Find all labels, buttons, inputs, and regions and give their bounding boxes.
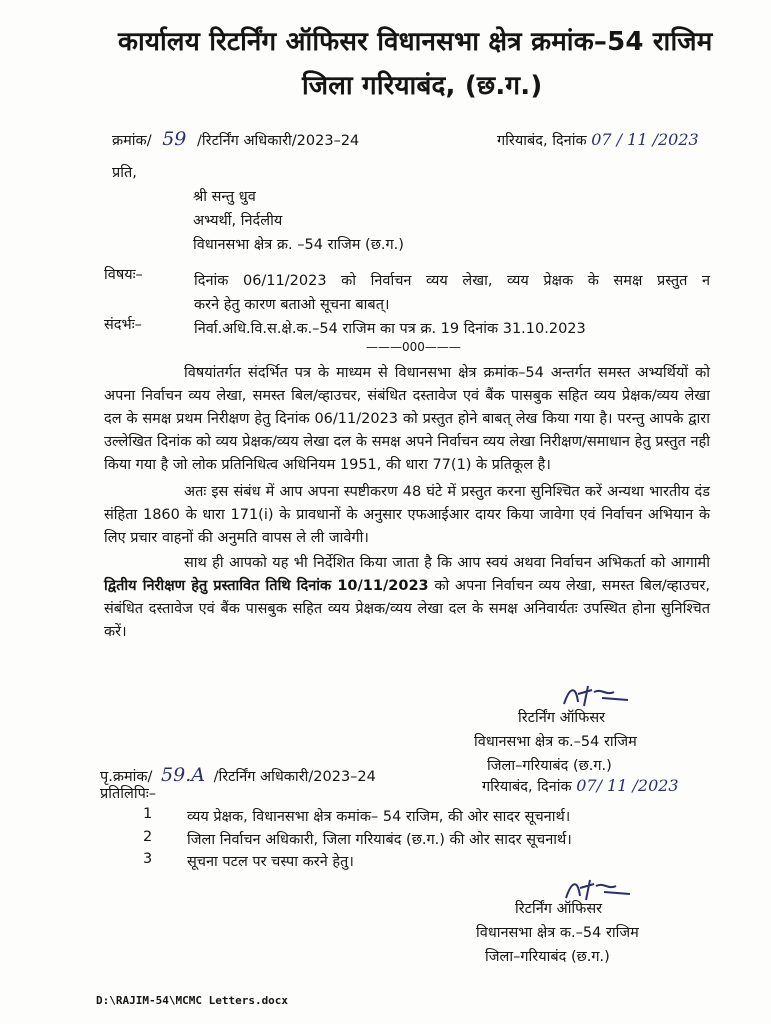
signature1-date-handwritten: 07/ 11 /2023	[576, 776, 679, 795]
date-label: गरियाबंद, दिनांक	[497, 133, 587, 149]
copy-item-text-1: व्यय प्रेक्षक, विधानसभा क्षेत्र कमांक– 54 राजिम, की ओर सादर सूचनार्थ।	[187, 809, 571, 825]
recipient-name: श्री सन्तु धुव	[193, 189, 256, 205]
body-p3-end: को अपना निर्वाचन व्यय लेखा, समस्त बिल/व्हाउचर, संबंधित दस्तावेज एवं बैंक पासबुक सहित व्यय प्रेक्षक/व्यय लेखा दल के समक्ष अनिवार्यतः उपस्थित होना सुनिश्चित करें।	[104, 578, 711, 640]
file-path: D:\RAJIM-54\MCMC Letters.docx	[96, 994, 289, 1007]
signature1-district: जिला–गरियाबंद (छ.ग.)	[487, 758, 612, 774]
signature2-title: रिटर्निंग ऑफिसर	[515, 901, 603, 917]
date-handwritten: 07 / 11 /2023	[591, 130, 699, 149]
separator: ———000———	[366, 340, 461, 354]
body-paragraph-2: अतः इस संबंध में आप अपना स्पष्टीकरण 48 घंटे में प्रस्तुत करना सुनिश्चित करें अन्यथा भारतीय दंड संहिता 1860 के धारा 171(i) के प्रावधानों के अनुसार एफआईआर दायर किया जावेगा एवं निर्वाचन अभियान के लिए प्रचार वाहनों की अनुमति वापस ले ली जावेगी।	[104, 484, 710, 546]
signature2-district: जिला–गरियाबंद (छ.ग.)	[485, 949, 610, 965]
endorsement-suffix: /रिटर्निंग अधिकारी/2023–24	[213, 769, 376, 785]
letter-body	[104, 362, 710, 644]
recipient-role: अभ्यर्थी, निर्दलीय	[193, 213, 283, 229]
subject-label: विषयः–	[104, 267, 143, 283]
signature1-date-label: गरियाबंद, दिनांक	[482, 779, 572, 795]
reference-label: संदर्भः–	[104, 317, 142, 333]
copy-item-num-3: 3	[143, 851, 153, 867]
copy-label: प्रतिलिपिः–	[100, 786, 157, 802]
subject-line2: करने हेतु कारण बताओ सूचना बाबत्।	[194, 297, 390, 313]
recipient-constituency: विधानसभा क्षेत्र क्र. –54 राजिम (छ.ग.)	[193, 237, 404, 253]
copy-item-text-3: सूचना पटल पर चस्पा करने हेतु।	[187, 854, 354, 870]
letter-ref	[112, 128, 359, 150]
ref-suffix: /रिटर्निंग अधिकारी/2023–24	[197, 133, 360, 149]
copy-item-num-2: 2	[143, 829, 153, 845]
endorsement-prefix: पृ.क्रमांक/	[100, 769, 153, 785]
copy-item-text-2: जिला निर्वाचन अधिकारी, जिला गरियाबंद (छ.ग.) की ओर सादर सूचनार्थ।	[187, 832, 572, 848]
letter-date	[497, 130, 699, 150]
signature2-constituency: विधानसभा क्षेत्र क.–54 राजिम	[476, 925, 639, 941]
body-paragraph-3	[104, 552, 710, 644]
signature1-constituency: विधानसभा क्षेत्र क.–54 राजिम	[474, 734, 637, 750]
body-p3-start: साथ ही आपको यह भी निर्देशित किया जाता है कि आप स्वयं अथवा निर्वाचन अभिकर्ता को आगामी	[184, 555, 710, 571]
signature1-title: रिटर्निंग ऑफिसर	[518, 710, 606, 726]
office-district: जिला गरियाबंद, (छ.ग.)	[302, 71, 543, 101]
endorsement-number-handwritten: 59.A	[161, 764, 205, 786]
signature1-date	[482, 776, 679, 796]
to-label: प्रति,	[112, 165, 137, 181]
reference-text: निर्वा.अधि.वि.स.क्षे.क.–54 राजिम का पत्र क्र. 19 दिनांक 31.10.2023	[194, 321, 586, 337]
subject-line1: दिनांक 06/11/2023 को निर्वाचन व्यय लेखा, व्यय प्रेक्षक के समक्ष प्रस्तुत न	[194, 273, 710, 289]
ref-number-handwritten: 59	[162, 128, 187, 150]
copy-item-num-1: 1	[143, 806, 153, 822]
ref-prefix: क्रमांक/	[112, 133, 152, 149]
body-p3-bold: द्वितीय निरीक्षण हेतु प्रस्तावित तिथि दिनांक 10/11/2023	[104, 578, 429, 594]
body-paragraph-1: विषयांतर्गत संदर्भित पत्र के माध्यम से विधानसभा क्षेत्र क्रमांक–54 अन्तर्गत समस्त अभ्यर्थियों को अपना निर्वाचन व्यय लेखा, समस्त बिल/व्हाउचर, संबंधित दस्तावेज एवं बैंक पासबुक सहित व्यय प्रेक्षक/व्यय लेखा दल के समक्ष प्रथम निरीक्षण हेतु दिनांक 06/11/2023 को प्रस्तुत होने बाबत् लेख किया गया है। परन्तु आपके द्वारा उल्लेखित दिनांक को व्यय प्रेक्षक/व्यय लेखा दल के समक्ष अपने निर्वाचन व्यय लेखा निरीक्षण/समाधान हेतु प्रस्तुत नही किया गया है जो लोक प्रतिनिधित्व अधिनियम 1951, की धारा 77(1) के प्रतिकूल है।	[104, 365, 710, 473]
office-title: कार्यालय रिटर्निंग ऑफिसर विधानसभा क्षेत्र क्रमांक–54 राजिम	[118, 27, 713, 57]
